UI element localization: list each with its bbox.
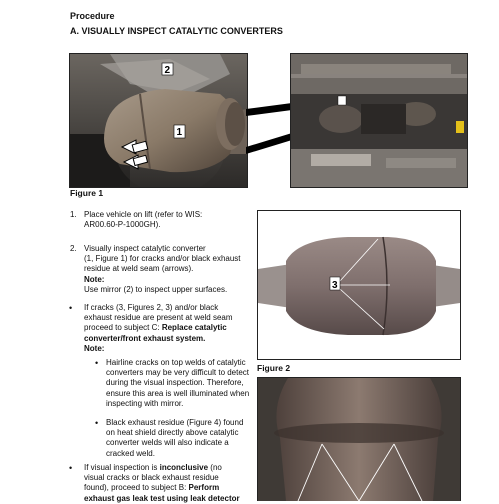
step-1-line: AR00.60-P-1000GH). xyxy=(84,220,161,230)
figure1-left-photo xyxy=(69,53,248,188)
step-1-number: 1. xyxy=(70,210,77,219)
sub-bullet-icon: • xyxy=(95,358,99,368)
callout-2: 2 xyxy=(164,65,171,76)
note-text: Use mirror (2) to inspect upper surfaces. xyxy=(84,284,228,294)
cracks-line xyxy=(84,323,256,333)
figure2-photo xyxy=(257,210,461,360)
sub-bullet-icon: • xyxy=(95,418,99,428)
hairline-line: converters may be very difficult to detect xyxy=(106,368,250,378)
step-2-line: residue at weld seam (arrows). xyxy=(84,264,194,274)
note2-label: Note: xyxy=(84,343,105,353)
figure1-pointer-lines xyxy=(246,95,292,165)
bullet-icon: • xyxy=(69,463,73,473)
hairline-line: Hairline cracks on top welds of catalytic xyxy=(106,358,246,367)
figure1-caption: Figure 1 xyxy=(70,188,104,198)
inconclusive-line: visual cracks or black exhaust residue xyxy=(84,473,219,483)
callout-1: 1 xyxy=(176,127,183,138)
step-2-line: Visually inspect catalytic converter xyxy=(84,244,206,253)
inconclusive-bold: inconclusive xyxy=(159,463,209,472)
converter-closeup-image xyxy=(70,54,247,187)
inconclusive-line: exhaust gas leak test using leak detector xyxy=(84,493,240,503)
inconclusive-line xyxy=(84,463,256,473)
sub-bullet-hairline xyxy=(106,358,256,409)
cracks-line: exhaust residue are present at weld seam xyxy=(84,313,233,323)
bullet-icon: • xyxy=(69,303,73,313)
converter-top-image xyxy=(258,378,460,501)
cracks-bold-line: converter/front exhaust system. xyxy=(84,333,206,343)
residue-line: cracked weld. xyxy=(106,448,155,458)
step-2-line: (1, Figure 1) for cracks and/or black exhaust xyxy=(84,254,241,264)
cracks-bullet xyxy=(84,303,256,354)
residue-line: on heat shield directly above catalytic xyxy=(106,428,239,438)
note-label: Note: xyxy=(84,274,105,284)
step-2-number: 2. xyxy=(70,244,77,253)
inconclusive-pre: If visual inspection is xyxy=(84,463,160,472)
inconclusive-bullet xyxy=(84,463,256,504)
inconclusive-line xyxy=(84,483,256,493)
inconclusive-post: (no xyxy=(208,463,222,472)
procedure-steps xyxy=(69,210,258,503)
residue-line: Black exhaust residue (Figure 4) found xyxy=(106,418,244,427)
cracks-line: If cracks (3, Figures 2, 3) and/or black xyxy=(84,303,219,312)
figure2-caption: Figure 2 xyxy=(257,363,291,373)
cracks-lead: proceed to subject C: xyxy=(84,323,162,333)
hairline-line: during the visual inspection. Therefore, xyxy=(106,378,244,388)
residue-line: converter welds will also indicate a xyxy=(106,438,229,448)
weld-crack-image xyxy=(258,211,460,359)
section-heading: A. VISUALLY INSPECT CATALYTIC CONVERTERS xyxy=(70,26,283,36)
underbody-image xyxy=(291,54,467,187)
step-2-text xyxy=(84,244,256,295)
hairline-line: ensure this area is well illuminated when xyxy=(106,388,250,398)
step-1-line: Place vehicle on lift (refer to WIS: xyxy=(84,210,203,219)
hairline-line: inspecting with mirror. xyxy=(106,398,184,408)
procedure-heading: Procedure xyxy=(70,11,115,21)
figure1-right-photo xyxy=(290,53,468,188)
figure3-photo xyxy=(257,377,461,501)
cracks-bold: Replace catalytic xyxy=(161,323,227,333)
sub-bullet-residue xyxy=(106,418,256,459)
inconclusive-pre: found), proceed to subject B: xyxy=(84,483,189,493)
inconclusive-bold: Perform xyxy=(188,483,220,493)
step-1-text xyxy=(84,210,256,230)
callout-3: 3 xyxy=(332,280,338,291)
